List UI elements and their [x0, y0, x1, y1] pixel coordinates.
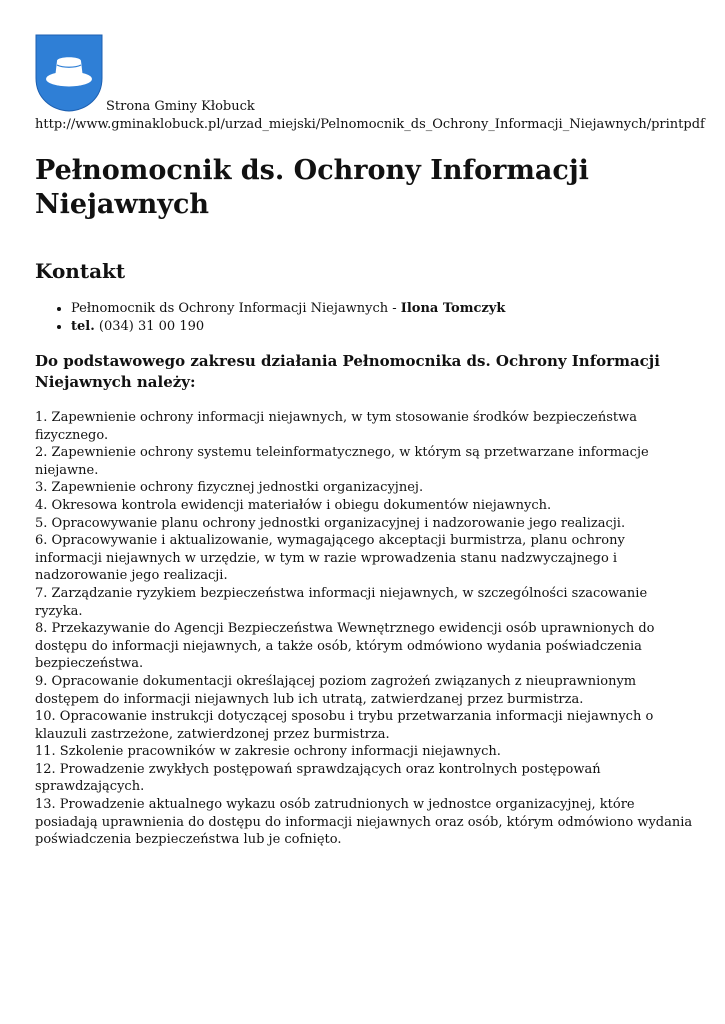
duty-item: 6. Opracowywanie i aktualizowanie, wymagającego akceptacji burmistrza, planu ochrony informacji niejawnych w urzędzie, w tym w razie wprowadzenia stanu nadzwyczajnego i nadzorowanie jego realizacji.: [35, 533, 625, 584]
contact-item-person: [71, 300, 695, 318]
duty-item: 10. Opracowanie instrukcji dotyczącej sposobu i trybu przetwarzania informacji niejawnych o klauzuli zastrzeżone, zatwierdzonej przez burmistrza.: [35, 709, 654, 742]
duty-item: 9. Opracowanie dokumentacji określającej poziom zagrożeń związanych z nieuprawnionym dostępem do informacji niejawnych lub ich utratą, zatwierdzanej przez burmistrza.: [35, 673, 637, 707]
duty-item: 12. Prowadzenie zwykłych postępowań sprawdzających oraz kontrolnych postępowań sprawdzających.: [35, 761, 601, 795]
duty-item: 13. Prowadzenie aktualnego wykazu osób zatrudnionych w jednostce organizacyjnej, które posiadają uprawnienia do dostępu do informacji niejawnych oraz osób, którym odmówiono wydania poświadczenia bezpieczeństwa lub je cofnięto.: [35, 797, 693, 848]
duty-item: 7. Zarządzanie ryzykiem bezpieczeństwa informacji niejawnych, w szczególności szacowanie ryzyka.: [35, 585, 648, 619]
gmina-crest-icon: [35, 34, 103, 112]
page-header: [35, 34, 705, 132]
document-page: [35, 34, 705, 849]
duties-list: [35, 409, 695, 849]
site-name: Strona Gminy Kłobuck: [106, 99, 255, 114]
contact-list: [35, 300, 695, 336]
phone-number: (034) 31 00 190: [94, 319, 205, 334]
duty-item: 4. Okresowa kontrola ewidencji materiałów i obiegu dokumentów niejawnych.: [35, 497, 552, 513]
page-url[interactable]: http://www.gminaklobuck.pl/urzad_miejski/Pelnomocnik_ds_Ochrony_Informacji_Niejawnych/printpdf: [35, 117, 705, 132]
duties-heading: Do podstawowego zakresu działania Pełnomocnika ds. Ochrony Informacji Niejawnych należy:: [35, 352, 660, 391]
contact-item-phone: [71, 318, 695, 336]
phone-label: tel.: [71, 319, 95, 334]
page-title: Pełnomocnik ds. Ochrony Informacji Niejawnych: [35, 155, 589, 220]
duty-item: 1. Zapewnienie ochrony informacji niejawnych, w tym stosowanie środków bezpieczeństwa fizycznego.: [35, 410, 637, 443]
duty-item: 3. Zapewnienie ochrony fizycznej jednostki organizacyjnej.: [35, 480, 424, 496]
contact-heading: Kontakt: [35, 259, 126, 283]
contact-role: Pełnomocnik ds Ochrony Informacji Niejawnych -: [71, 301, 401, 316]
duty-item: 11. Szkolenie pracowników w zakresie ochrony informacji niejawnych.: [35, 744, 501, 760]
duty-item: 5. Opracowywanie planu ochrony jednostki organizacyjnej i nadzorowanie jego realizacji.: [35, 515, 626, 531]
duty-item: 2. Zapewnienie ochrony systemu teleinformatycznego, w którym są przetwarzane informacje niejawne.: [35, 445, 649, 478]
duty-item: 8. Przekazywanie do Agencji Bezpieczeństwa Wewnętrznego ewidencji osób uprawnionych do dostępu do informacji niejawnych, a także osób, którym odmówiono wydania poświadczenia bezpieczeństwa.: [35, 621, 655, 672]
contact-person-name: Ilona Tomczyk: [400, 301, 506, 316]
